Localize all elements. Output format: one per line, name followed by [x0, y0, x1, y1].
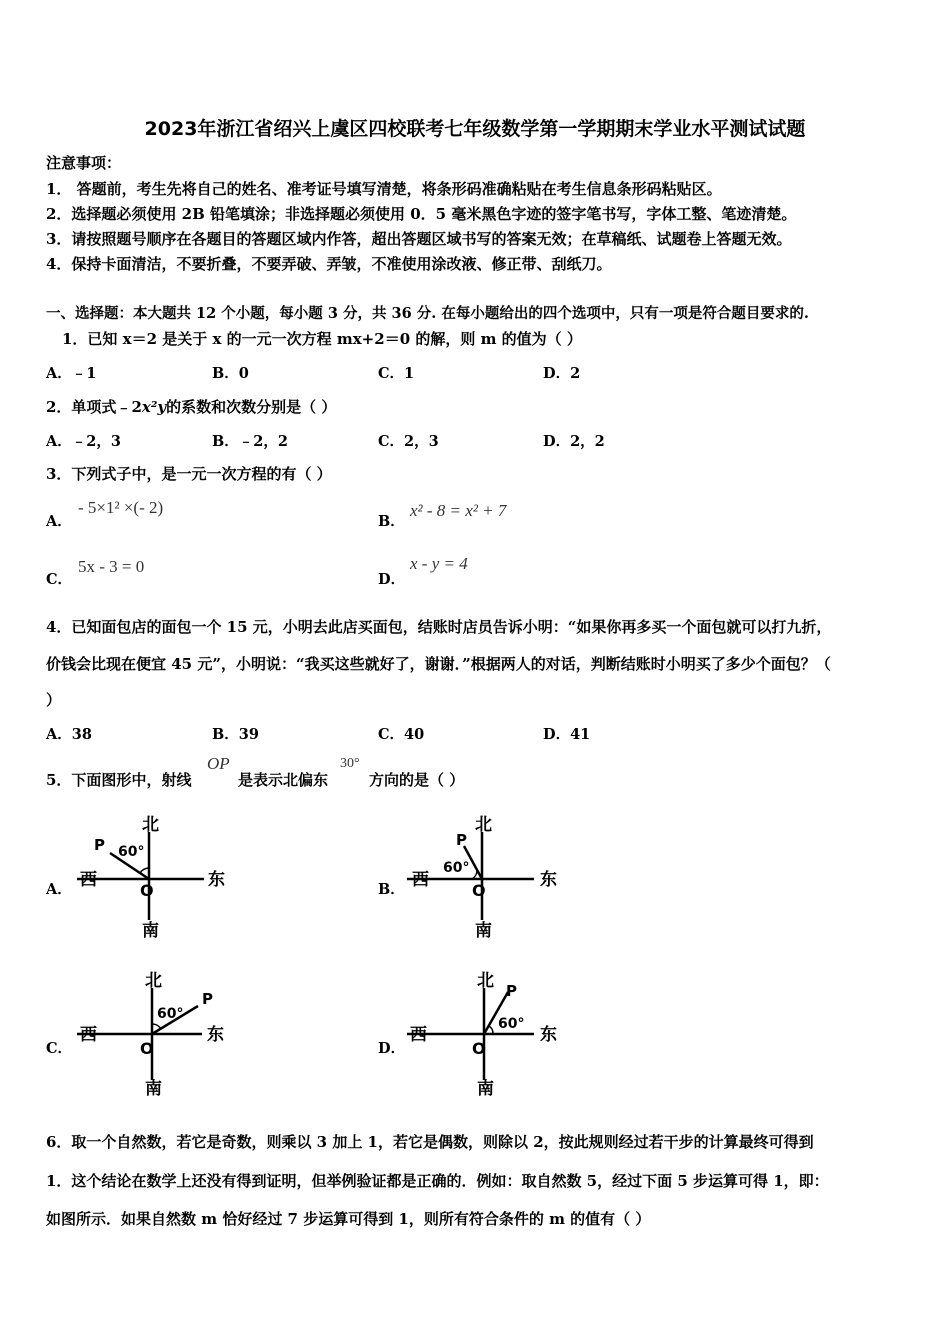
q5-stem-mid: 是表示北偏东: [238, 771, 329, 789]
q5-label-a: A．: [46, 881, 72, 898]
q2-stem-post: 的系数和次数分别是（ ）: [166, 398, 337, 416]
angle-label: 60°: [498, 1016, 525, 1032]
east-label: 东: [540, 870, 557, 890]
notice-item-3: 3．请按照题号顺序在各题目的答题区域内作答，超出答题区域书写的答案无效；在草稿纸、试题卷上答题无效。: [46, 230, 792, 248]
north-label: 北: [142, 815, 159, 835]
q2-stem-pre: 2．单项式﹣2: [46, 398, 142, 416]
origin-label: O: [140, 1039, 154, 1058]
q3-expr-d: x - y = 4: [410, 554, 468, 573]
compass-figure-c: [72, 968, 242, 1102]
q1-option-b: B．0: [212, 365, 249, 382]
q1-option-a: A．﹣1: [46, 365, 97, 382]
notice-item-2: 2．选择题必须使用 2B 铅笔填涂；非选择题必须使用 0．5 毫米黑色字迹的签字笔书写，字体工整、笔迹清楚。: [46, 205, 797, 223]
q4-line-1: 4．已知面包店的面包一个 15 元，小明去此店买面包，结账时店员告诉小明：“如果你再多买一个面包就可以打九折，: [46, 618, 832, 636]
page-title: 2023年浙江省绍兴上虞区四校联考七年级数学第一学期期末学业水平测试试题: [144, 118, 806, 140]
q3-label-a: A．: [46, 513, 72, 530]
west-label: 西: [410, 1025, 427, 1045]
q1-stem: 1．已知 x＝2 是关于 x 的一元一次方程 mx+2＝0 的解，则 m 的值为（ ）: [62, 330, 582, 348]
q3-stem: 3．下列式子中，是一元一次方程的有（ ）: [46, 465, 332, 483]
south-label: 南: [477, 1079, 494, 1098]
q3-label-b: B．: [378, 513, 405, 530]
origin-label: O: [140, 881, 154, 900]
q1-option-c: C．1: [378, 365, 415, 382]
q3-label-d: D．: [378, 571, 406, 588]
north-label: 北: [475, 815, 492, 835]
q6-line-3: 如图所示．如果自然数 m 恰好经过 7 步运算可得到 1，则所有符合条件的 m 的值有（ ）: [46, 1210, 651, 1228]
q5-stem-pre: 5．下面图形中，射线: [46, 771, 192, 789]
origin-label: O: [472, 1039, 486, 1058]
notice-heading: 注意事项：: [46, 154, 122, 172]
q1-option-d: D．2: [543, 365, 581, 382]
east-label: 东: [540, 1025, 557, 1045]
q3-expr-a: - 5×1² ×(- 2): [78, 498, 164, 517]
q3-expr-c: 5x - 3 = 0: [78, 557, 145, 576]
angle-label: 60°: [118, 844, 145, 860]
point-label: P: [506, 982, 517, 1000]
south-label: 南: [475, 921, 492, 940]
west-label: 西: [412, 870, 429, 890]
q4-line-3: ）: [46, 691, 62, 709]
q5-label-d: D．: [378, 1040, 406, 1057]
section-heading: 一、选择题：本大题共 12 个小题，每小题 3 分，共 36 分. 在每小题给出的四个选项中，只有一项是符合题目要求的.: [46, 305, 809, 322]
q3-expr-b: x² - 8 = x² + 7: [410, 501, 507, 520]
q4-option-a: A．38: [46, 726, 92, 743]
q4-option-b: B．39: [212, 726, 259, 743]
origin-label: O: [472, 881, 486, 900]
q6-line-2: 1．这个结论在数学上还没有得到证明，但举例验证都是正确的．例如：取自然数 5，经过下面 5 步运算可得 1，即：: [46, 1172, 829, 1190]
west-label: 西: [80, 870, 97, 890]
q2-monomial: x²y: [141, 398, 167, 416]
compass-figure-a: [72, 810, 242, 944]
south-label: 南: [142, 921, 159, 940]
q4-option-d: D．41: [543, 726, 591, 743]
q5-stem-post: 方向的是（ ）: [369, 771, 465, 789]
north-label: 北: [477, 971, 494, 991]
east-label: 东: [207, 1025, 224, 1045]
q2-option-a: A．﹣2，3: [46, 433, 121, 450]
point-label: P: [456, 831, 467, 849]
angle-label: 60°: [443, 860, 470, 876]
notice-item-1: 1． 答题前，考生先将自己的姓名、准考证号填写清楚，将条形码准确粘贴在考生信息条形码粘贴区。: [46, 180, 722, 198]
angle-label: 60°: [157, 1006, 184, 1022]
q2-stem: [46, 396, 336, 417]
q4-option-c: C．40: [378, 726, 425, 743]
q2-option-b: B．﹣2，2: [212, 433, 288, 450]
point-label: P: [94, 836, 105, 854]
q5-angle: 30°: [340, 756, 360, 771]
compass-figure-b: [402, 810, 572, 944]
notice-item-4: 4．保持卡面清洁，不要折叠，不要弄破、弄皱，不准使用涂改液、修正带、刮纸刀。: [46, 255, 612, 273]
q5-label-b: B．: [378, 881, 405, 898]
compass-figure-d: [402, 968, 572, 1102]
point-label: P: [202, 990, 213, 1008]
north-label: 北: [145, 971, 162, 991]
q3-label-c: C．: [46, 571, 73, 588]
q6-line-1: 6．取一个自然数，若它是奇数，则乘以 3 加上 1，若它是偶数，则除以 2，按此规则经过若干步的计算最终可得到: [46, 1133, 814, 1151]
east-label: 东: [208, 870, 225, 890]
south-label: 南: [145, 1079, 162, 1098]
west-label: 西: [80, 1025, 97, 1045]
q4-line-2: 价钱会比现在便宜 45 元”，小明说：“我买这些就好了，谢谢．”根据两人的对话，判断结账时小明买了多少个面包？（: [46, 655, 831, 673]
q2-option-d: D．2，2: [543, 433, 605, 450]
q5-ray: OP: [207, 754, 230, 773]
q5-label-c: C．: [46, 1040, 73, 1057]
q2-option-c: C．2，3: [378, 433, 439, 450]
